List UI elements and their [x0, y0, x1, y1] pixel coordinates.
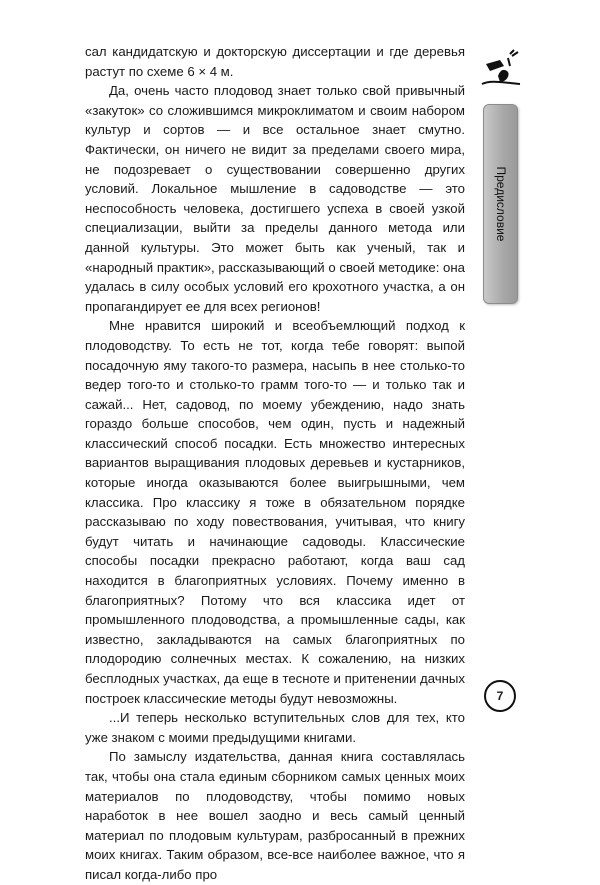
paragraph-5: По замыслу издательства, данная книга составлялась так, чтобы она стала единым сборником самых ценных моих материалов по плодоводству, чтобы помимо новых наработок в нее вошел заодно и весь самый ценный материал по плодовым культурам, разбросанный в прежних моих книгах. Таким образом, все-все наиболее важное, что я писал когда-либо про [85, 749, 465, 882]
section-tab-label: Предисловие [493, 166, 508, 242]
body-text [85, 42, 465, 885]
paragraph-4: ...И теперь несколько вступительных слов для тех, кто уже знаком с моими предыдущими книгами. [85, 710, 465, 745]
garden-tools-icon [480, 46, 522, 86]
section-tab [483, 104, 518, 304]
page-number: 7 [484, 680, 516, 712]
paragraph-2: Да, очень часто плодовод знает только свой привычный «закуток» со сложившимся микроклиматом и своим набором культур и сортов — и все остальное знает смутно. Фактически, он ничего не видит за пределами своего мира, не подозревает о существовании совершенно других условий. Локальное мышление в садоводстве — это неспособность человека, достигшего успеха в своей узкой специализации, выйти за пределы данного метода или данной культуры. Это может быть как ученый, так и «народный практик», рассказывающий о своей методике: она удалась в силу особых условий его крохотного участка, а он пропагандирует ее для всех регионов! [85, 83, 465, 314]
paragraph-1: сал кандидатскую и докторскую диссертации и где деревья растут по схеме 6 × 4 м. [85, 44, 465, 79]
paragraph-3: Мне нравится широкий и всеобъемлющий подход к плодоводству. То есть не тот, когда тебе говорят: выпой посадочную яму такого-то размера, насыпь в нее столько-то ведер того-то и столько-то грамм того-то — и только так и сажай... Нет, садовод, по моему убеждению, надо знать гораздо больше способов, чем один, пусть и надежный классический способ посадки. Есть множество интересных вариантов выращивания плодовых деревьев и кустарников, которые иногда оказываются более выигрышными, чем классика. Про классику я тоже в обязательном порядке рассказываю по ходу повествования, учитывая, что книгу будут читать и начинающие садоводы. Классические способы посадки прекрасно работают, когда ваш сад находится в благоприятных условиях. Почему именно в благоприятных? Потому что вся классика идет от промышленного плодоводства, а промышленные сады, как известно, закладываются на самых благоприятных по плодородию солнечных местах. К сожалению, на низких бесплодных участках, да еще в тесноте и притенении дачных построек классические методы будут невозможны. [85, 318, 465, 706]
